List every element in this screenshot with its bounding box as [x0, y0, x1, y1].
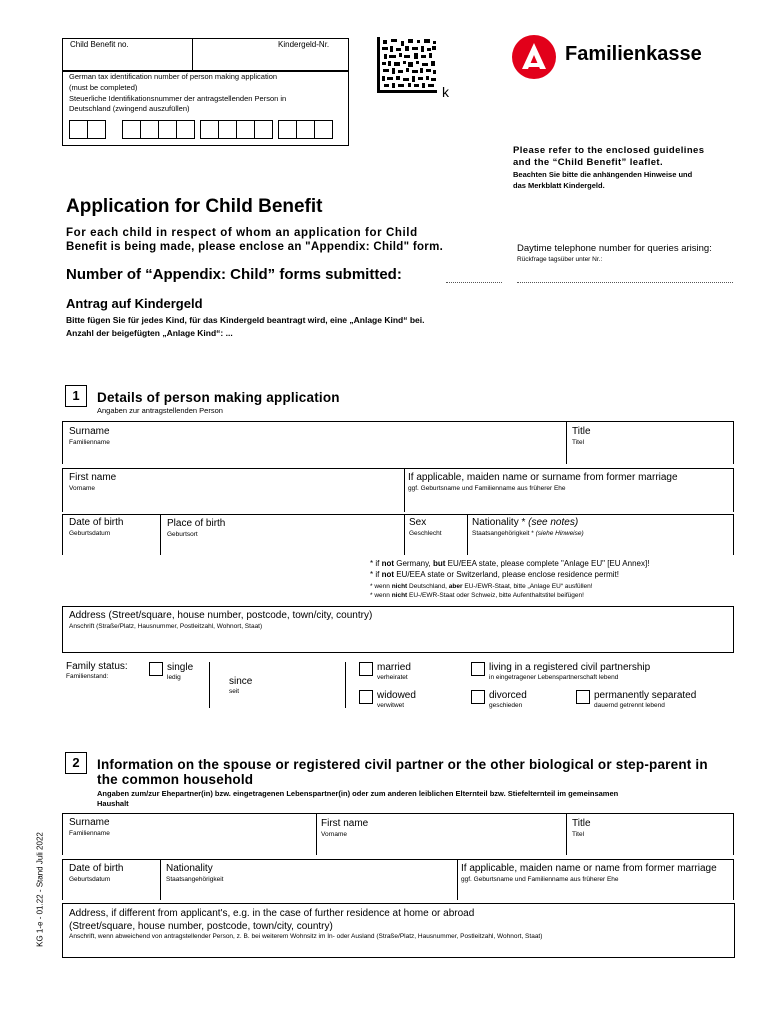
child-benefit-no-label: Child Benefit no. — [70, 40, 129, 49]
tax-id-label-de: Steuerliche Identifikationsnummer der antragstellenden Person in — [69, 94, 287, 103]
spouse-address-label-2: (Street/square, house number, postcode, town/city, country) — [69, 921, 333, 932]
civil-partnership-checkbox[interactable] — [471, 662, 485, 676]
tax-id-digit[interactable] — [87, 120, 106, 139]
divorced-label-de: geschieden — [489, 702, 523, 709]
pob-label: Place of birth — [167, 518, 226, 529]
appendix-count-input[interactable] — [446, 282, 502, 283]
tax-id-digit[interactable] — [314, 120, 333, 139]
civil-partnership-label-de: in eingetragener Lebenspartnerschaft lebend — [489, 674, 619, 681]
title-label: Title — [572, 426, 591, 437]
guidelines-en-1: Please refer to the enclosed guidelines — [513, 145, 705, 156]
address-label-de: Anschrift (Straße/Platz, Hausnummer, Postleitzahl, Wohnort, Staat) — [69, 623, 263, 630]
guidelines-de-2: das Merkblatt Kindergeld. — [513, 181, 605, 190]
family-status-label-de: Familienstand: — [66, 673, 109, 680]
address-label: Address (Street/square, house number, postcode, town/city, country) — [69, 610, 373, 621]
single-label-de: ledig — [167, 674, 181, 681]
tax-id-digit[interactable] — [176, 120, 195, 139]
tax-id-label-en: German tax identification number of person making application — [69, 72, 278, 81]
title-label-de: Titel — [572, 439, 585, 446]
section-2-title-line-1: Information on the spouse or registered civil partner or the other biological or step-parent in — [97, 757, 708, 772]
guidelines-en-2: and the “Child Benefit” leaflet. — [513, 157, 664, 168]
qr-code-icon — [377, 37, 437, 93]
tax-id-digit[interactable] — [218, 120, 237, 139]
spouse-maiden-label: If applicable, maiden name or name from former marriage — [461, 863, 717, 874]
tax-id-required-de: Deutschland (zwingend auszufüllen) — [69, 104, 190, 113]
section-1-subtitle: Angaben zur antragstellenden Person — [97, 406, 223, 415]
nationality-note-2: * if not EU/EEA state or Switzerland, please enclose residence permit! — [370, 570, 619, 579]
married-label-de: verheiratet — [377, 674, 408, 681]
maiden-name-label: If applicable, maiden name or surname from former marriage — [408, 472, 678, 483]
since-label-de: seit — [229, 688, 240, 695]
separated-label-de: dauernd getrennt lebend — [594, 702, 665, 709]
section-2-number: 2 — [65, 752, 87, 774]
family-status-label: Family status: — [66, 661, 128, 672]
nationality-note-3: * wenn nicht Deutschland, aber EU-/EWR-Staat, bitte „Anlage EU“ ausfüllen! — [370, 583, 593, 590]
civil-partnership-label: living in a registered civil partnership — [489, 662, 651, 673]
appendix-count-label: Number of “Appendix: Child” forms submitted: — [66, 266, 402, 283]
tax-id-digit[interactable] — [200, 120, 219, 139]
first-name-label: First name — [69, 472, 117, 483]
applicant-title-field[interactable] — [567, 422, 733, 463]
divorced-checkbox[interactable] — [471, 690, 485, 704]
tax-id-digit[interactable] — [254, 120, 273, 139]
dob-label: Date of birth — [69, 517, 124, 528]
barcode-suffix: k — [442, 84, 449, 100]
phone-sublabel: Rückfrage tagsüber unter Nr.: — [517, 256, 603, 263]
spouse-nationality-label-de: Staatsangehörigkeit — [166, 876, 224, 883]
first-name-label-de: Vorname — [69, 485, 96, 492]
intro-para-1: For each child in respect of whom an application for Child — [66, 227, 418, 239]
nationality-note-4: * wenn nicht EU-/EWR-Staat oder Schweiz, bitte Aufenthaltstitel beifügen! — [370, 592, 584, 599]
separated-label: permanently separated — [594, 690, 697, 701]
spouse-maiden-label-de: ggf. Geburtsname und Familienname aus früherer Ehe — [461, 876, 619, 883]
separated-checkbox[interactable] — [576, 690, 590, 704]
spouse-surname-label: Surname — [69, 817, 110, 828]
married-checkbox[interactable] — [359, 662, 373, 676]
spouse-surname-label-de: Familienname — [69, 830, 110, 837]
spouse-dob-label-de: Geburtsdatum — [69, 876, 111, 883]
tax-id-digit[interactable] — [69, 120, 88, 139]
surname-label-de: Familienname — [69, 439, 110, 446]
spouse-title-field[interactable] — [567, 814, 733, 854]
de-para: Bitte fügen Sie für jedes Kind, für das Kindergeld beantragt wird, eine „Anlage Kind“ bei. — [66, 315, 425, 325]
tax-id-digit[interactable] — [122, 120, 141, 139]
section-1-number: 1 — [65, 385, 87, 407]
brand-name: Familienkasse — [565, 43, 702, 65]
spouse-nationality-label: Nationality — [166, 863, 213, 874]
since-label: since — [229, 676, 253, 687]
single-checkbox[interactable] — [149, 662, 163, 676]
ba-logo-icon — [512, 35, 556, 79]
phone-input[interactable] — [517, 282, 733, 283]
sex-label-de: Geschlecht — [409, 530, 442, 537]
single-label: single — [167, 662, 194, 673]
tax-id-required-en: (must be completed) — [69, 83, 138, 92]
spouse-address-label-de: Anschrift, wenn abweichend von antragstellender Person, z. B. bei weiterem Wohnsitz im In- oder Ausland (Straße/Platz, Hausnummer, Postleitzahl, Wohnort, Staat) — [69, 933, 543, 940]
tax-id-digit[interactable] — [236, 120, 255, 139]
page-title: Application for Child Benefit — [66, 196, 323, 217]
section-2-subtitle-2: Haushalt — [97, 799, 129, 808]
surname-label: Surname — [69, 426, 110, 437]
section-1-title: Details of person making application — [97, 390, 340, 405]
sex-label: Sex — [409, 517, 427, 528]
spouse-first-name-label-de: Vorname — [321, 831, 348, 838]
nationality-note-1: * if not Germany, but EU/EEA state, please complete "Anlage EU" [EU Annex]! — [370, 559, 650, 568]
de-count: Anzahl der beigefügten „Anlage Kind“: ... — [66, 328, 233, 338]
widowed-checkbox[interactable] — [359, 690, 373, 704]
spouse-first-name-label: First name — [321, 818, 369, 829]
tax-id-digit[interactable] — [158, 120, 177, 139]
de-title: Antrag auf Kindergeld — [66, 296, 203, 311]
kindergeld-nr-label: Kindergeld-Nr. — [278, 40, 330, 49]
pob-label-de: Geburtsort — [167, 531, 198, 538]
intro-para-2: Benefit is being made, please enclose an "Appendix: Child" form. — [66, 241, 444, 253]
spouse-title-label: Title — [572, 818, 591, 829]
maiden-name-label-de: ggf. Geburtsname und Familienname aus früherer Ehe — [408, 485, 566, 492]
nationality-label: Nationality * (see notes) — [472, 517, 579, 528]
divorced-label: divorced — [489, 690, 527, 701]
nationality-label-de: Staatsangehörigkeit * (siehe Hinweise) — [472, 530, 584, 537]
dob-label-de: Geburtsdatum — [69, 530, 111, 537]
spouse-title-label-de: Titel — [572, 831, 585, 838]
tax-id-digit[interactable] — [140, 120, 159, 139]
tax-id-digit[interactable] — [278, 120, 297, 139]
widowed-label-de: verwitwet — [377, 702, 405, 709]
section-2-title-line-2: the common household — [97, 772, 254, 787]
widowed-label: widowed — [377, 690, 416, 701]
married-label: married — [377, 662, 411, 673]
spouse-address-label-1: Address, if different from applicant's, e.g. in the case of further residence at home or abroad — [69, 908, 475, 919]
guidelines-de-1: Beachten Sie bitte die anhängenden Hinweise und — [513, 170, 693, 179]
phone-label: Daytime telephone number for queries arising: — [517, 243, 712, 254]
form-code-side: KG 1-e - 01.22 - Stand Juli 2022 — [35, 832, 45, 947]
tax-id-digit[interactable] — [296, 120, 315, 139]
applicant-surname-field[interactable] — [63, 422, 566, 463]
spouse-dob-label: Date of birth — [69, 863, 124, 874]
section-2-subtitle-1: Angaben zum/zur Ehepartner(in) bzw. eingetragenen Lebenspartner(in) oder zum anderen leiblichen Elternteil bzw. Stiefelternteil im gemeinsamen — [97, 789, 619, 798]
